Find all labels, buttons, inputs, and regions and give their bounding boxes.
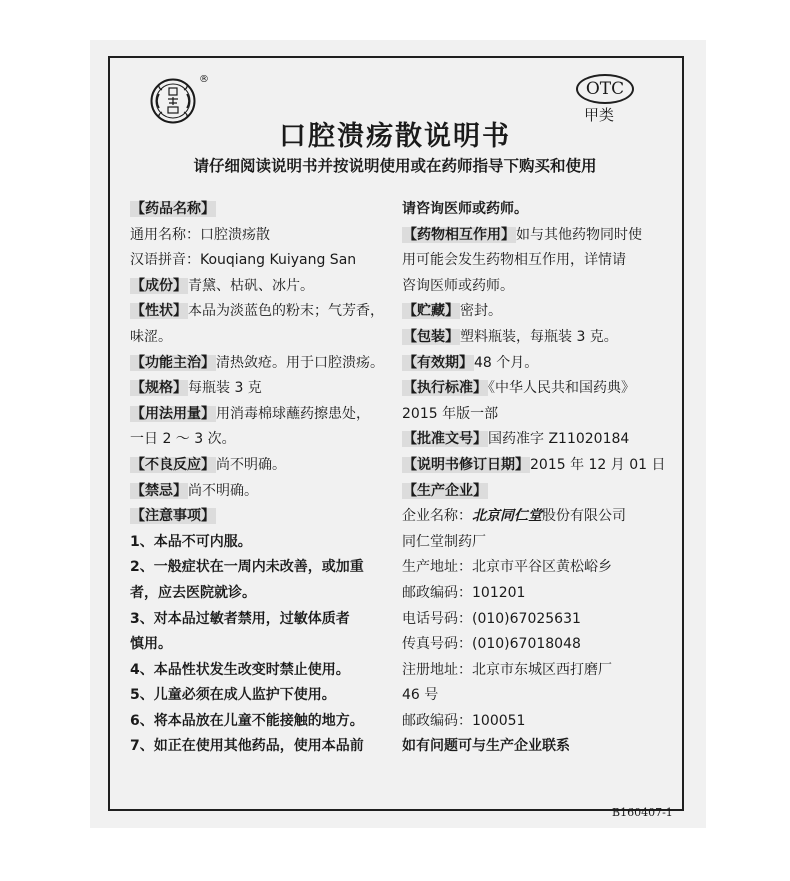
note-line: 5、儿童必须在成人监护下使用。 xyxy=(130,687,336,704)
section-text: 尚不明确。 xyxy=(216,456,286,473)
registered-address: 注册地址：北京市东城区西打磨厂 xyxy=(402,661,612,678)
note-line: 3、对本品过敏者禁用，过敏体质者 xyxy=(130,610,350,627)
document-subtitle: 请仔细阅读说明书并按说明使用或在药师指导下购买和使用 xyxy=(193,157,597,175)
postcode-line: 邮政编码：100051 xyxy=(402,712,526,729)
section-text: 每瓶装 3 克 xyxy=(188,380,262,397)
production-address: 生产地址：北京市平谷区黄松峪乡 xyxy=(402,559,612,576)
document-title: 口腔溃疡散说明书 xyxy=(279,121,511,152)
section-heading: 【贮藏】 xyxy=(403,303,459,320)
section-heading: 【禁忌】 xyxy=(131,482,187,499)
section-ingredients xyxy=(130,274,392,300)
section-validity xyxy=(402,351,670,377)
section-text: 用消毒棉球蘸药擦患处， xyxy=(216,405,370,422)
note-line: 4、本品性状发生改变时禁止使用。 xyxy=(130,661,350,678)
section-notes xyxy=(130,504,392,530)
section-usage xyxy=(130,402,392,428)
section-package xyxy=(402,325,670,351)
common-name-line: 通用名称：口腔溃疡散 xyxy=(130,226,270,243)
section-heading: 【规格】 xyxy=(131,380,187,397)
section-text: 塑料瓶装，每瓶装 3 克。 xyxy=(460,328,618,345)
section-text: 如与其他药物同时使 xyxy=(516,226,642,243)
section-text-continued: 味涩。 xyxy=(130,328,172,345)
print-code: B160407-1 xyxy=(612,806,673,819)
company-name-line xyxy=(402,504,670,530)
right-column xyxy=(402,197,670,760)
note-line-continued: 请咨询医师或药师。 xyxy=(402,201,528,217)
phone-line: 电话号码：(010)67025631 xyxy=(402,610,581,627)
section-heading: 【成份】 xyxy=(131,277,187,294)
section-interactions xyxy=(402,223,670,249)
section-text: 清热敛疮。用于口腔溃疡。 xyxy=(216,354,384,371)
contact-note: 如有问题可与生产企业联系 xyxy=(402,738,570,755)
section-text: 密封。 xyxy=(460,303,502,320)
section-approval xyxy=(402,427,670,453)
section-function xyxy=(130,351,392,377)
section-manufacturer xyxy=(402,479,670,505)
section-heading: 【包装】 xyxy=(403,328,459,345)
pinyin-line: 汉语拼音：Kouqiang Kuiyang San xyxy=(130,252,357,269)
section-heading: 【生产企业】 xyxy=(403,482,487,499)
otc-class-label: 甲类 xyxy=(584,106,615,124)
registered-mark: ® xyxy=(199,74,209,85)
section-text-continued: 咨询医师或药师。 xyxy=(402,277,514,294)
section-spec xyxy=(130,376,392,402)
section-heading: 【注意事项】 xyxy=(131,508,215,525)
company-name-continued: 同仁堂制药厂 xyxy=(402,533,486,550)
note-line: 2、一般症状在一周内未改善，或加重 xyxy=(130,559,364,576)
section-storage xyxy=(402,299,670,325)
section-text: 48 个月。 xyxy=(474,354,539,371)
section-heading: 【有效期】 xyxy=(403,354,473,371)
registered-address-continued: 46 号 xyxy=(402,687,439,704)
note-line: 者，应去医院就诊。 xyxy=(130,584,256,601)
section-heading: 【不良反应】 xyxy=(131,456,215,473)
section-text: 本品为淡蓝色的粉末；气芳香， xyxy=(188,303,384,320)
fax-line: 传真号码：(010)67018048 xyxy=(402,636,581,653)
company-name-label: 企业名称： xyxy=(402,508,472,525)
otc-badge: OTC xyxy=(576,74,634,104)
note-line: 慎用。 xyxy=(130,636,172,653)
note-line: 6、将本品放在儿童不能接触的地方。 xyxy=(130,712,364,729)
section-text: 青黛、枯矾、冰片。 xyxy=(188,277,314,294)
section-text: 2015 年 12 月 01 日 xyxy=(530,456,666,473)
section-heading: 【性状】 xyxy=(131,303,187,320)
section-text-continued: 2015 年版一部 xyxy=(402,405,499,422)
left-column xyxy=(130,197,392,760)
section-text: 尚不明确。 xyxy=(188,482,258,499)
section-heading: 【执行标准】 xyxy=(403,380,487,397)
note-line: 1、本品不可内服。 xyxy=(130,533,252,550)
section-heading: 【批准文号】 xyxy=(403,431,487,448)
section-text-continued: 用可能会发生药物相互作用，详情请 xyxy=(402,252,626,269)
section-standard xyxy=(402,376,670,402)
company-name-rest: 股份有限公司 xyxy=(542,508,626,525)
section-heading: 【用法用量】 xyxy=(131,405,215,422)
section-heading: 【药品名称】 xyxy=(131,201,215,217)
section-heading: 【药物相互作用】 xyxy=(403,226,515,243)
section-text: 国药准字 Z11020184 xyxy=(488,431,630,448)
section-heading: 【说明书修订日期】 xyxy=(403,456,529,473)
section-text-continued: 一日 2 ～ 3 次。 xyxy=(130,431,236,448)
company-brand: 北京同仁堂 xyxy=(472,508,542,525)
note-line: 7、如正在使用其他药品，使用本品前 xyxy=(130,738,364,755)
section-drug-name xyxy=(130,197,392,223)
section-heading: 【功能主治】 xyxy=(131,354,215,371)
section-adverse xyxy=(130,453,392,479)
section-contraindications xyxy=(130,479,392,505)
postcode-line: 邮政编码：101201 xyxy=(402,584,526,601)
section-appearance xyxy=(130,299,392,325)
section-text: 《中华人民共和国药典》 xyxy=(488,380,635,397)
section-revision-date xyxy=(402,453,670,479)
